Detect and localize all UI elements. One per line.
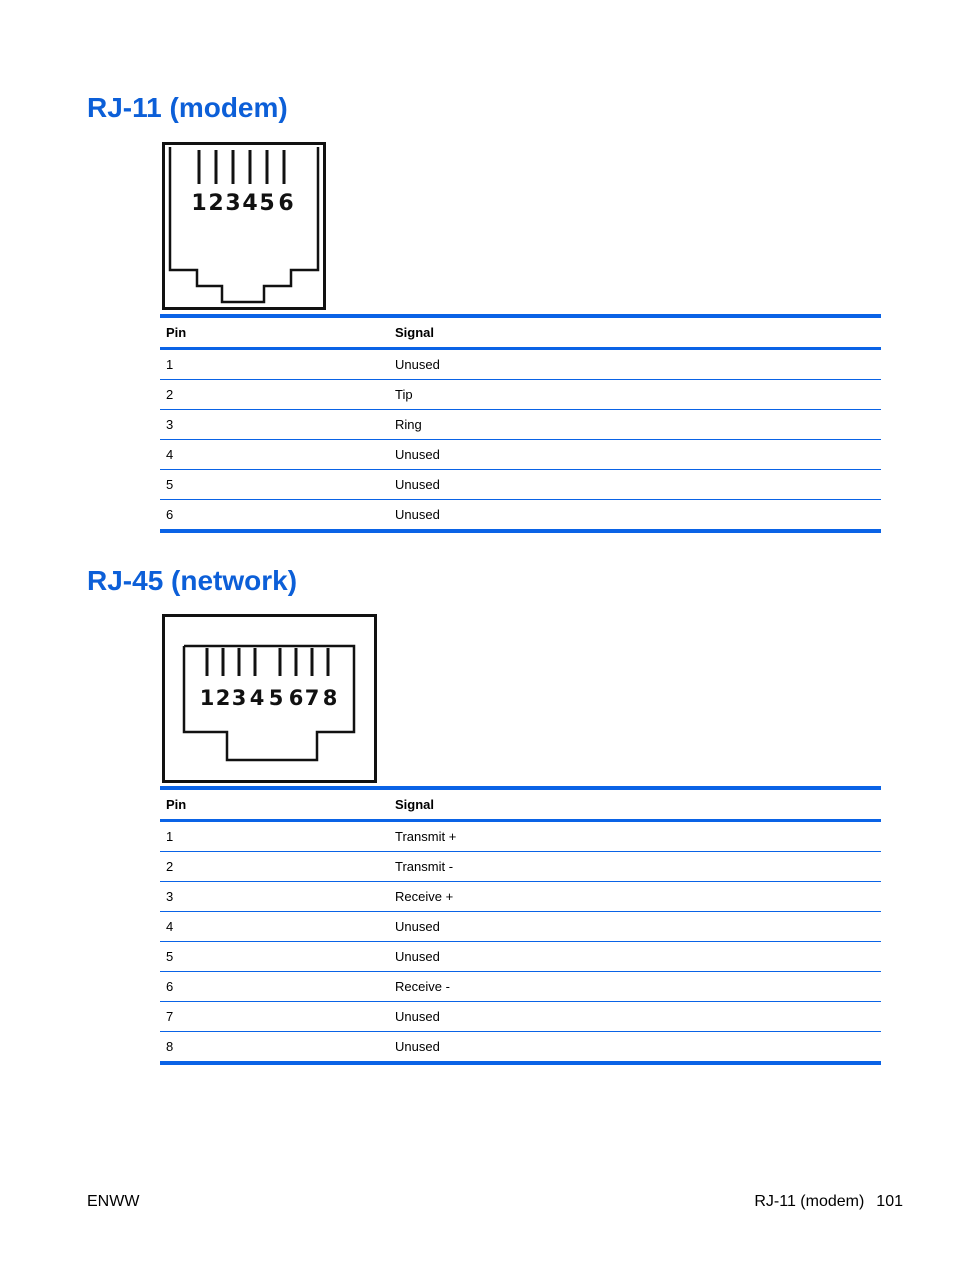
column-header-signal: Signal xyxy=(389,316,881,349)
table-row xyxy=(160,440,881,470)
table-row xyxy=(160,349,881,380)
table-row xyxy=(160,380,881,410)
rj45-pin-label: 8 xyxy=(322,686,338,710)
pin-cell: 2 xyxy=(160,380,389,410)
signal-cell: Ring xyxy=(389,410,881,440)
signal-cell: Transmit + xyxy=(389,821,881,852)
pin-cell: 1 xyxy=(160,821,389,852)
footer-right xyxy=(754,1192,903,1212)
table-row xyxy=(160,972,881,1002)
pin-cell: 4 xyxy=(160,440,389,470)
rj11-pin-label: 3 xyxy=(225,191,241,216)
rj45-jack-icon xyxy=(162,614,378,784)
footer-section-label: RJ-11 (modem) xyxy=(754,1193,865,1210)
page-number: 101 xyxy=(876,1193,903,1210)
table-row xyxy=(160,410,881,440)
rj11-pin-label: 1 xyxy=(191,191,207,216)
table-header-row xyxy=(160,788,881,821)
rj45-pin-table xyxy=(160,786,881,1065)
pin-cell: 6 xyxy=(160,972,389,1002)
rj45-pin-label: 6 xyxy=(288,686,304,710)
column-header-pin: Pin xyxy=(160,788,389,821)
rj45-pin-label: 3 xyxy=(231,686,247,710)
signal-cell: Unused xyxy=(389,1002,881,1032)
rj45-pin-label: 1 xyxy=(199,686,215,710)
signal-cell: Unused xyxy=(389,500,881,532)
rj11-pin-label: 2 xyxy=(208,191,224,216)
table-header-row xyxy=(160,316,881,349)
table-row xyxy=(160,852,881,882)
pin-cell: 4 xyxy=(160,912,389,942)
table-row xyxy=(160,821,881,852)
rj11-pin-label: 5 xyxy=(259,191,275,216)
signal-cell: Unused xyxy=(389,470,881,500)
pin-cell: 3 xyxy=(160,410,389,440)
column-header-pin: Pin xyxy=(160,316,389,349)
rj45-pin-label: 7 xyxy=(304,686,320,710)
signal-cell: Unused xyxy=(389,349,881,380)
rj45-pin-label: 5 xyxy=(268,686,284,710)
table-row xyxy=(160,882,881,912)
table-row xyxy=(160,1032,881,1064)
pin-cell: 5 xyxy=(160,942,389,972)
table-row xyxy=(160,500,881,532)
rj45-pin-label: 4 xyxy=(249,686,265,710)
rj45-section-title: RJ-45 (network) xyxy=(87,565,298,596)
pin-cell: 5 xyxy=(160,470,389,500)
column-header-signal: Signal xyxy=(389,788,881,821)
rj11-jack-icon xyxy=(162,142,326,310)
table-row xyxy=(160,912,881,942)
signal-cell: Unused xyxy=(389,1032,881,1064)
pin-cell: 2 xyxy=(160,852,389,882)
pin-cell: 3 xyxy=(160,882,389,912)
rj45-connector-diagram xyxy=(162,614,378,784)
signal-cell: Receive + xyxy=(389,882,881,912)
pin-cell: 7 xyxy=(160,1002,389,1032)
pin-cell: 1 xyxy=(160,349,389,380)
signal-cell: Unused xyxy=(389,440,881,470)
signal-cell: Unused xyxy=(389,942,881,972)
signal-cell: Receive - xyxy=(389,972,881,1002)
rj11-pin-label: 4 xyxy=(242,191,258,216)
signal-cell: Unused xyxy=(389,912,881,942)
rj11-pin-table xyxy=(160,314,881,533)
table-row xyxy=(160,942,881,972)
pin-cell: 6 xyxy=(160,500,389,532)
signal-cell: Tip xyxy=(389,380,881,410)
rj11-pin-label: 6 xyxy=(278,191,294,216)
rj45-pin-label: 2 xyxy=(215,686,231,710)
footer-left-label: ENWW xyxy=(87,1193,140,1210)
table-row xyxy=(160,1002,881,1032)
rj11-section-title: RJ-11 (modem) xyxy=(87,92,288,123)
table-row xyxy=(160,470,881,500)
rj11-connector-diagram xyxy=(162,142,326,310)
pin-cell: 8 xyxy=(160,1032,389,1064)
signal-cell: Transmit - xyxy=(389,852,881,882)
